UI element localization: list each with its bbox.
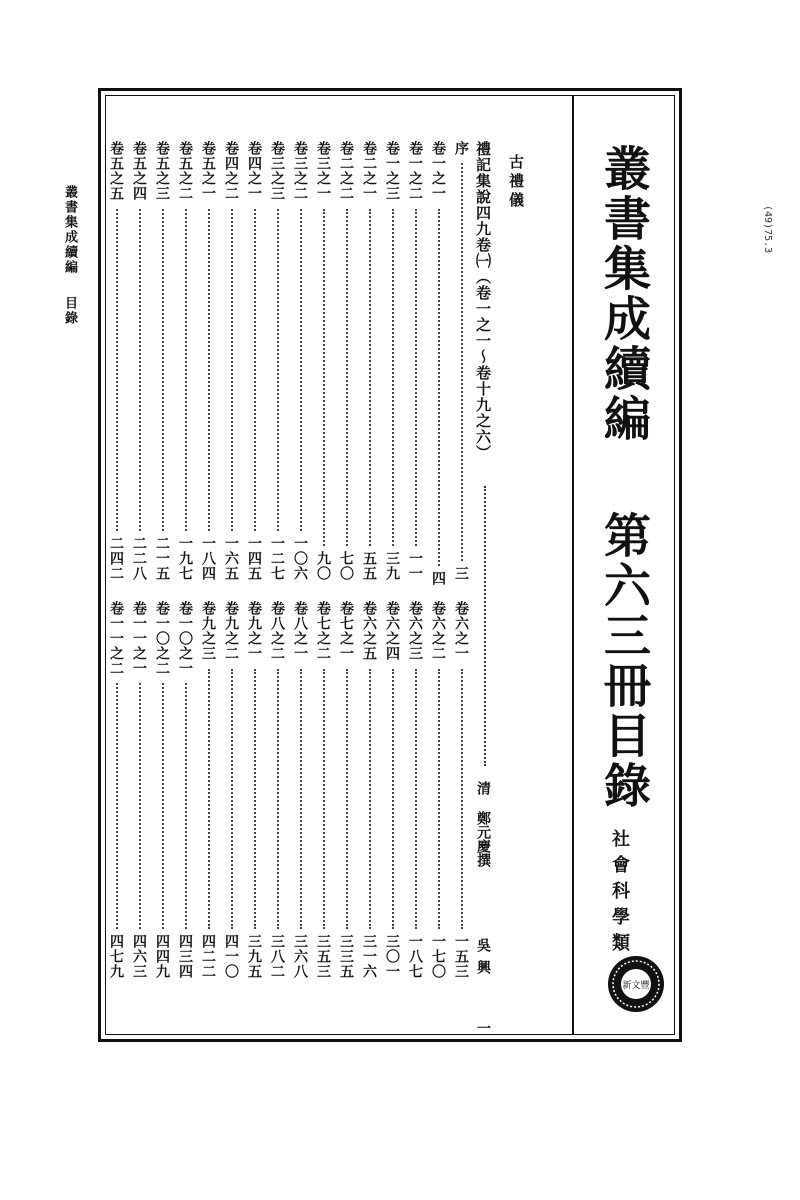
- toc-page: 九〇: [315, 551, 331, 581]
- toc-leader: [139, 209, 141, 531]
- book-place: 吳興: [475, 938, 491, 982]
- toc-leader: [162, 683, 164, 929]
- toc-leader: [254, 669, 256, 929]
- toc-leader: [392, 209, 394, 546]
- toc-leader: [116, 209, 118, 531]
- toc-leader: [323, 669, 325, 929]
- toc-page: 一四五: [246, 536, 262, 581]
- toc-leader: [277, 209, 279, 531]
- toc-label: 卷一之二: [407, 141, 423, 201]
- toc-label: 卷一之三: [384, 141, 400, 201]
- toc-label: 卷六之五: [361, 601, 377, 661]
- toc-label: 卷六之三: [407, 601, 423, 661]
- toc-leader: [185, 683, 187, 929]
- toc-label: 卷五之二: [177, 141, 193, 201]
- book-author: 鄭元慶撰: [475, 811, 491, 867]
- toc-leader: [461, 669, 463, 929]
- book-entry: [473, 141, 497, 1041]
- toc-page: 一一: [407, 551, 423, 581]
- toc-leader: [346, 669, 348, 929]
- toc-page: 三〇一: [384, 934, 400, 979]
- toc-page: 一〇六: [292, 536, 308, 581]
- toc-page: 三一六: [361, 934, 377, 979]
- toc-page: 三八二: [269, 934, 285, 979]
- toc-page: 四六三: [131, 934, 147, 979]
- toc-page: 三九五: [246, 934, 262, 979]
- toc-page: 三九: [384, 551, 400, 581]
- toc-label: 序: [453, 141, 469, 156]
- toc-leader: [231, 209, 233, 531]
- toc-page: 四一〇: [223, 934, 239, 979]
- toc-leader: [162, 209, 164, 531]
- title-column: [586, 136, 682, 1036]
- toc-label: 卷七之一: [338, 601, 354, 661]
- toc-label: 卷四之一: [246, 141, 262, 201]
- toc-label: 卷六之二: [430, 601, 446, 661]
- toc-page: 四三四: [177, 934, 193, 979]
- book-title: 禮記集說四九卷㈠（卷一之一～卷十九之六）: [474, 141, 492, 461]
- toc-leader: [415, 669, 417, 929]
- toc-leader: [300, 669, 302, 929]
- inner-frame: [105, 95, 675, 1035]
- toc-leader: [323, 209, 325, 546]
- toc-page: 四: [430, 571, 446, 586]
- book-leader: [484, 486, 486, 766]
- page-mark: (49)75.3: [762, 205, 773, 254]
- toc-page: 二二八: [131, 536, 147, 581]
- toc-leader: [116, 683, 118, 929]
- toc-label: 卷三之二: [292, 141, 308, 201]
- toc-label: 卷一〇之一: [177, 601, 193, 676]
- toc-page: 一七〇: [430, 934, 446, 979]
- toc-leader: [300, 209, 302, 531]
- toc-page: 三六八: [292, 934, 308, 979]
- toc-label: 卷五之四: [131, 141, 147, 201]
- seal-text: 新文豐: [622, 981, 650, 991]
- toc-page: 四七九: [108, 934, 124, 979]
- toc-label: 卷二之二: [338, 141, 354, 201]
- toc-leader: [369, 209, 371, 546]
- toc-page: 一五三: [453, 934, 469, 979]
- toc-label: 卷八之二: [269, 601, 285, 661]
- toc-leader: [392, 669, 394, 929]
- toc-leader: [461, 163, 463, 561]
- toc-label: 卷四之二: [223, 141, 239, 201]
- toc-label: 卷七之二: [315, 601, 331, 661]
- toc-page: 三: [453, 566, 469, 581]
- toc-page: 七〇: [338, 551, 354, 581]
- toc-page: 四二二: [200, 934, 216, 979]
- toc-label: 卷一之一: [430, 141, 446, 201]
- toc-page: 一九七: [177, 536, 193, 581]
- toc-leader: [277, 669, 279, 929]
- main-title: 叢書集成續編: [596, 144, 651, 444]
- toc-leader: [415, 209, 417, 546]
- toc-page: 二四二: [108, 536, 124, 581]
- toc-leader: [369, 669, 371, 929]
- toc-leader: [208, 209, 210, 531]
- toc-label: 卷六之一: [453, 601, 469, 661]
- toc-leader: [231, 669, 233, 929]
- margin-page-label: 目錄: [62, 295, 77, 326]
- toc-label: 卷三之三: [269, 141, 285, 201]
- toc-label: 卷三之一: [315, 141, 331, 201]
- margin-note: [60, 185, 79, 326]
- toc-page: 一八七: [407, 934, 423, 979]
- toc-label: 卷九之三: [200, 601, 216, 661]
- toc-page: 三五三: [315, 934, 331, 979]
- toc-label: 卷九之二: [223, 601, 239, 661]
- category-label: 社會科學類: [609, 829, 630, 959]
- toc-leader: [254, 209, 256, 531]
- toc-label: 卷九之一: [246, 601, 262, 661]
- toc-label: 卷五之五: [108, 141, 124, 201]
- toc-leader: [438, 669, 440, 929]
- publisher-seal-icon: [606, 954, 666, 1014]
- toc-page: 一六五: [223, 536, 239, 581]
- toc-leader: [208, 669, 210, 929]
- toc-label: 卷一一之二: [108, 601, 124, 676]
- series-label: 古禮儀: [507, 154, 525, 211]
- toc-leader: [139, 683, 141, 929]
- toc-label: 卷五之一: [200, 141, 216, 201]
- toc-page: 一二七: [269, 536, 285, 581]
- toc-label: 卷二之一: [361, 141, 377, 201]
- toc-page: 四四九: [154, 934, 170, 979]
- toc-page: 三三五: [338, 934, 354, 979]
- toc-leader: [438, 209, 440, 566]
- book-page: 一: [475, 1021, 491, 1035]
- toc-label: 卷一一之一: [131, 601, 147, 676]
- toc-page: 一八四: [200, 536, 216, 581]
- toc-label: 卷五之三: [154, 141, 170, 201]
- toc-label: 卷一〇之二: [154, 601, 170, 676]
- page-frame: [98, 88, 682, 1042]
- volume-title: 第六三冊目錄: [596, 511, 651, 811]
- toc-label: 卷八之一: [292, 601, 308, 661]
- toc-page: 二一五: [154, 536, 170, 581]
- toc-label: 卷六之四: [384, 601, 400, 661]
- toc-leader: [346, 209, 348, 546]
- margin-book-title: 叢書集成續編: [62, 185, 77, 275]
- title-divider: [572, 96, 574, 1034]
- toc-page: 五五: [361, 551, 377, 581]
- book-dynasty: 清: [475, 781, 491, 795]
- toc-leader: [185, 209, 187, 531]
